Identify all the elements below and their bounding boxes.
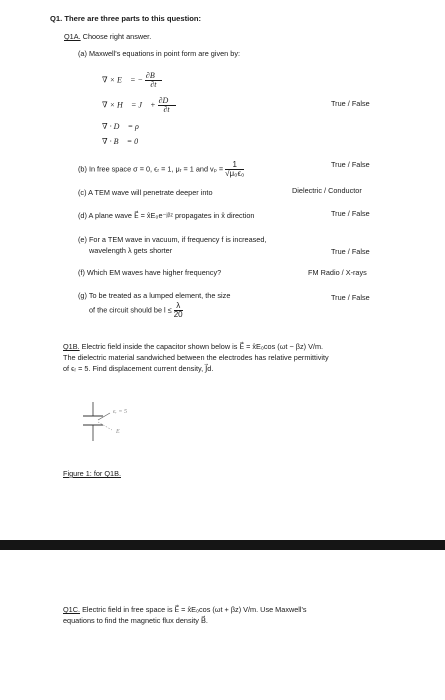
q1c-label: Q1C. bbox=[63, 605, 81, 614]
q1c-paragraph: Q1C. Electric field in free space is E⃗ = x̂E₀cos (ωt + βz) V/m. Use Maxwell's equations to find the magnetic flux density B⃗. bbox=[63, 605, 307, 625]
part-c-text: (c) A TEM wave will penetrate deeper into bbox=[78, 188, 213, 197]
part-e-answer-choice[interactable]: True / False bbox=[331, 247, 370, 256]
part-b-answer-choice[interactable]: True / False bbox=[331, 160, 370, 169]
maxwell-eq-1: ∇ × E⃗ = − $\frac{\partial B⃗}{\partial t}$ bbox=[102, 71, 161, 89]
part-a-answer-choice[interactable]: True / False bbox=[331, 99, 370, 108]
part-f-text: (f) Which EM waves have higher frequency? bbox=[78, 268, 222, 277]
q1b-paragraph: Q1B. Electric field inside the capacitor shown below is E⃗ = x̂E₀cos (ωt − βz) V/m. The dielectric material sandwiched between the electrodes has relative permittivity of ϵᵣ = 5. Find displacement current density, J⃗d. bbox=[63, 342, 329, 373]
q1b-label: Q1B. bbox=[63, 342, 80, 351]
maxwell-eq-4: ∇ · B⃗ = 0 bbox=[102, 137, 139, 146]
part-e-text-line-2: wavelength λ gets shorter bbox=[89, 246, 173, 255]
part-e-text-line-1: (e) For a TEM wave in vacuum, if frequency f is increased, bbox=[78, 235, 267, 244]
q1a-label: Q1A. bbox=[64, 32, 81, 41]
part-g-text-line-2: of the circuit should be l ≤ $\frac{\lambda}{20}$ bbox=[89, 301, 183, 319]
part-g-text-line-1: (g) To be treated as a lumped element, the size bbox=[78, 291, 231, 300]
part-d-text: (d) A plane wave E⃗ = x̂E₀e⁻ʲᵝᶻ propagates in x̂ direction bbox=[78, 211, 255, 220]
field-vector-label: E⃗ bbox=[116, 429, 125, 435]
maxwell-eq-3: ∇ · D⃗ = ρ bbox=[102, 122, 139, 131]
field-pointer bbox=[98, 422, 112, 430]
maxwell-eq-2: ∇ × H⃗ = J⃗ + $\frac{\partial D⃗}{\partial t}$ bbox=[102, 96, 175, 114]
q1a-instruction: Choose right answer. bbox=[82, 32, 152, 41]
part-b-text: (b) In free space σ = 0, ϵᵣ = 1, μᵣ = 1 and vₚ = $\frac{1}{\text{√μ₀ϵ₀}}$ bbox=[78, 160, 245, 178]
page-separator-bar bbox=[0, 540, 445, 550]
question-title: Q1. There are three parts to this question: bbox=[50, 14, 202, 23]
part-c-answer-choice[interactable]: Dielectric / Conductor bbox=[292, 186, 362, 195]
part-d-answer-choice[interactable]: True / False bbox=[331, 209, 370, 218]
part-f-answer-choice[interactable]: FM Radio / X-rays bbox=[308, 268, 367, 277]
part-a-text: (a) Maxwell's equations in point form are given by: bbox=[78, 49, 240, 58]
capacitor-figure bbox=[80, 398, 160, 450]
q1a-header bbox=[64, 32, 151, 41]
part-g-answer-choice[interactable]: True / False bbox=[331, 293, 370, 302]
permittivity-label: ϵᵣ = 5 bbox=[113, 409, 127, 415]
figure-caption: Figure 1: for Q1B. bbox=[63, 469, 121, 478]
